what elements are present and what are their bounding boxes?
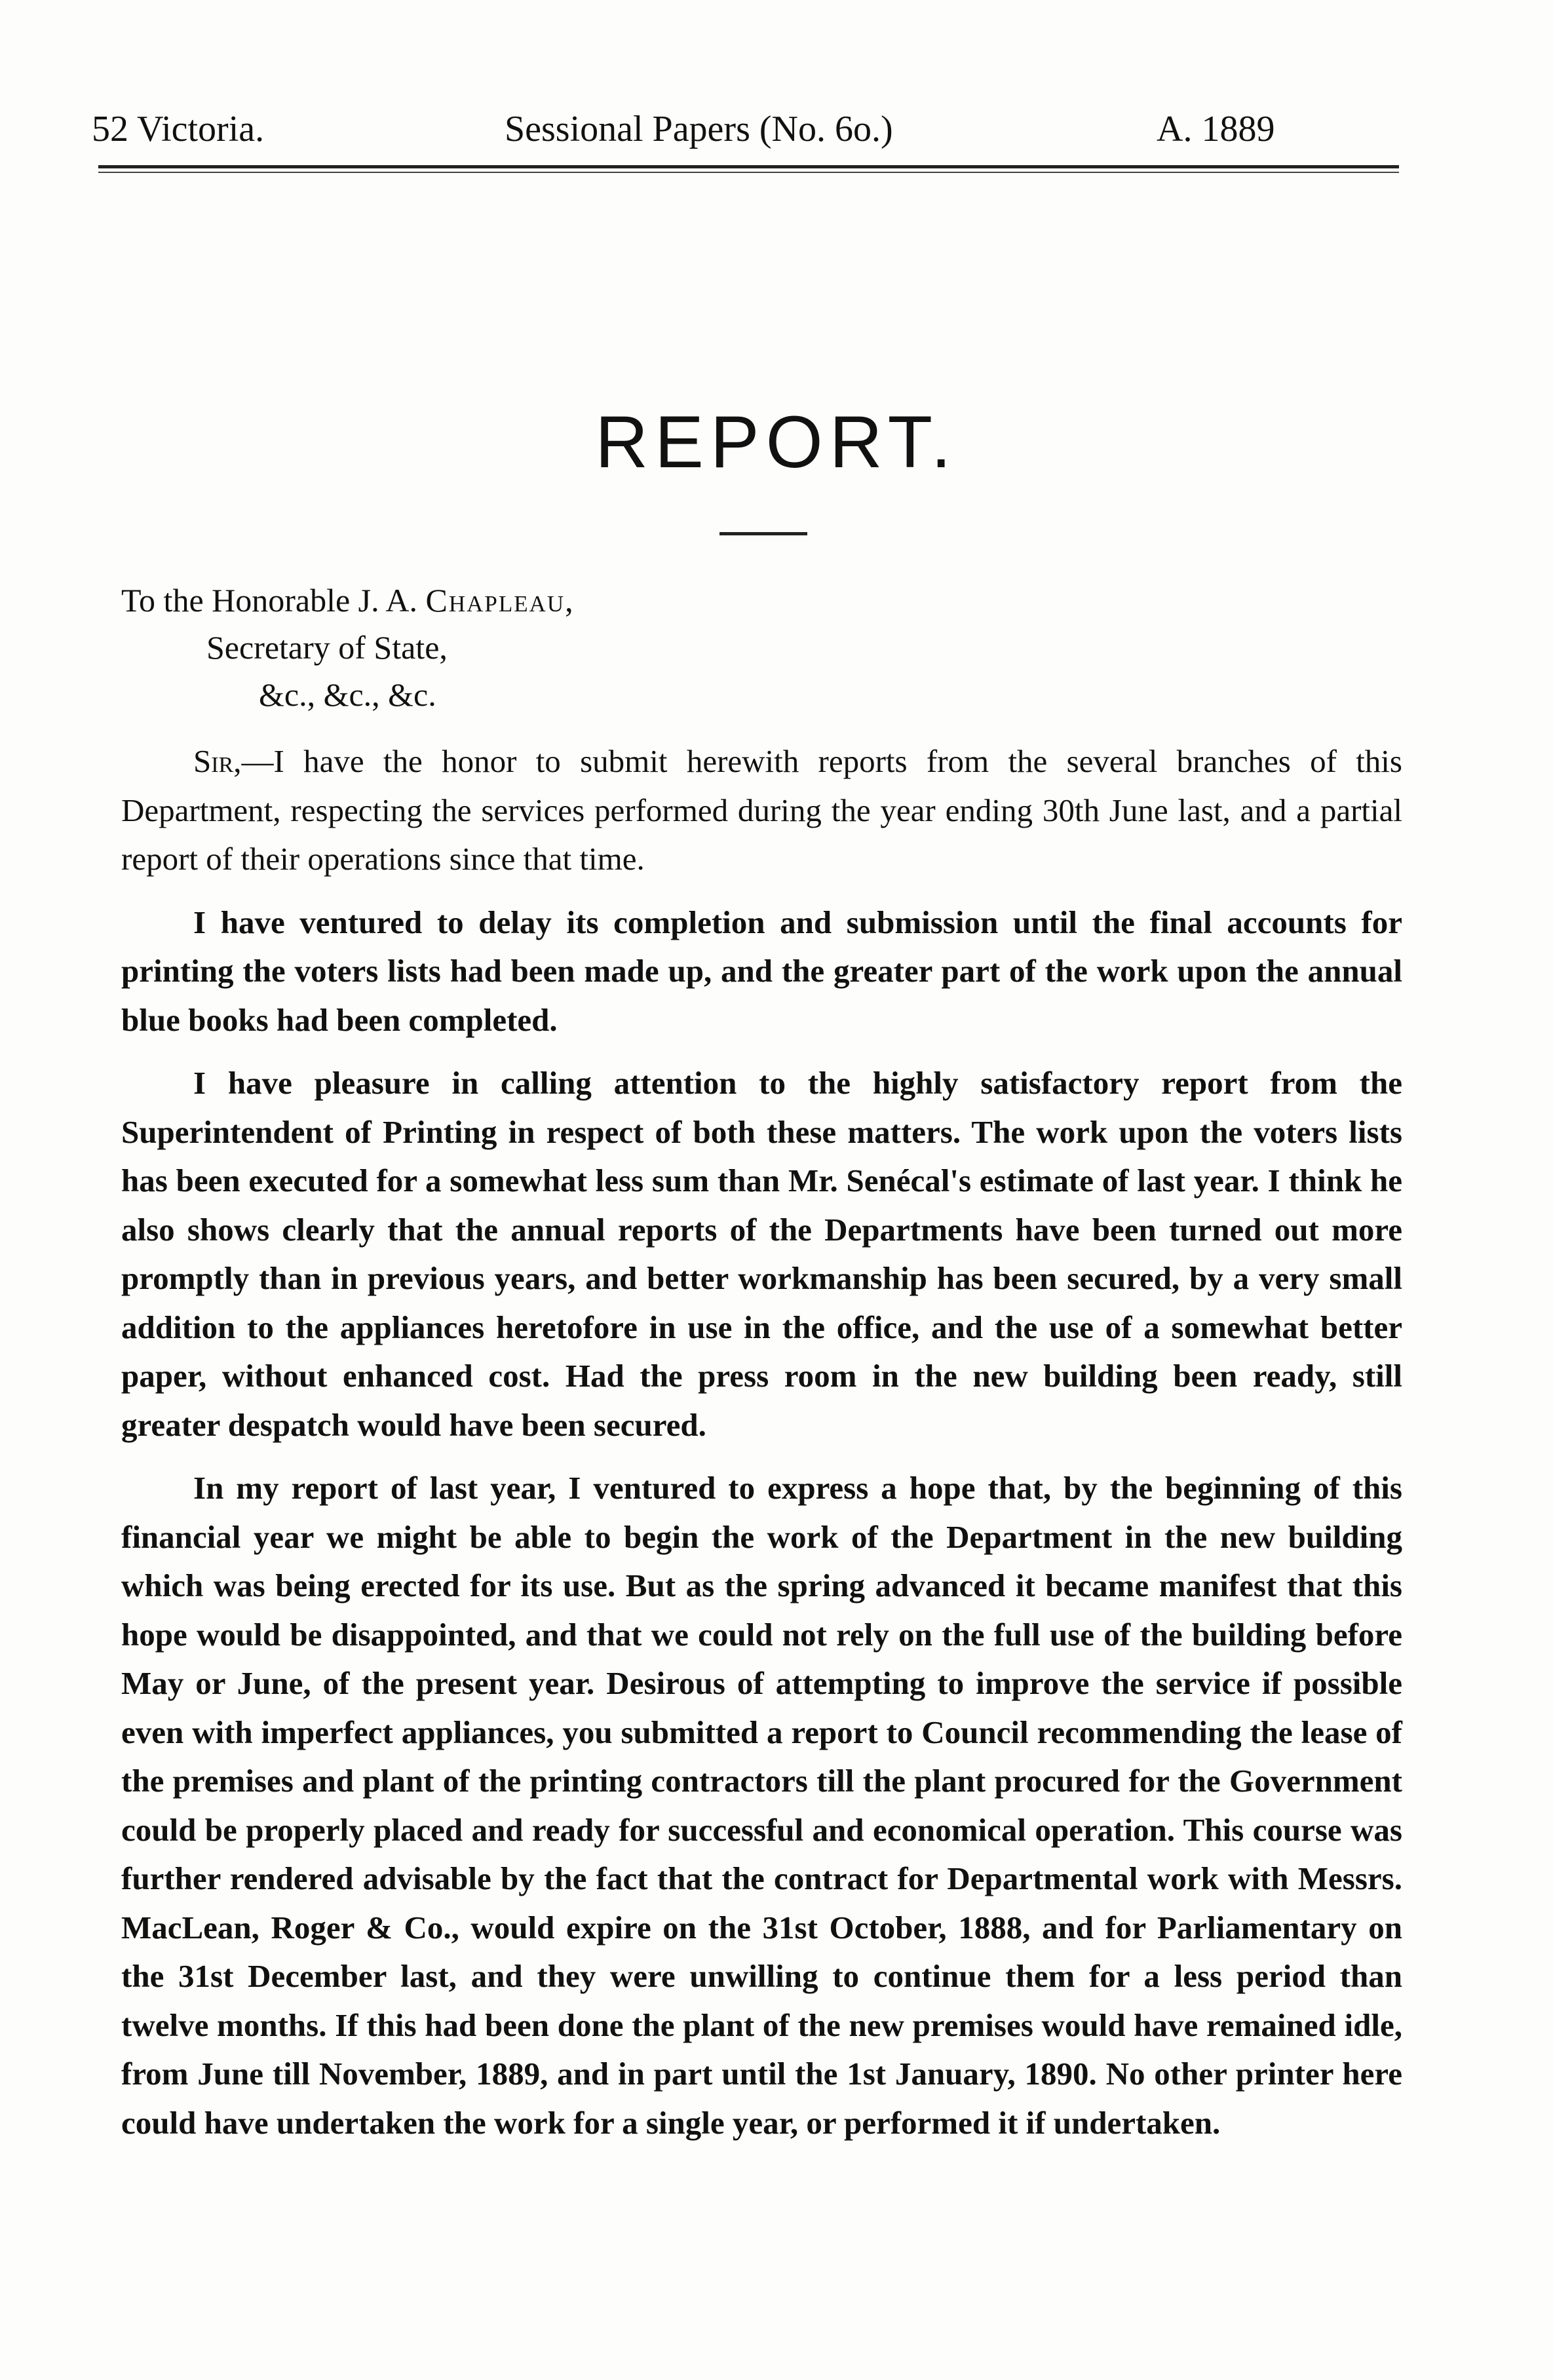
paragraph-4: In my report of last year, I ventured to express a hope that, by the beginning of this financial year we might be able to begin the work of the Department in the new building which was being erected for its use. But as the spring advanced it became manifest that this hope would be disappointed, and that we could not rely on the full use of the building before May or June, of the present year. Desirous of attempting to improve the service if possible even with imperfect appliances, you submitted a report to Council recommending the lease of the premises and plant of the printing contractors till the plant procured for the Government could be properly placed and ready for successful and economical operation. This course was further rendered advisable by the fact that the contract for Departmental work with Messrs. MacLean, Roger & Co., would expire on the 31st October, 1888, and for Parliamentary on the 31st December last, and they were unwilling to continue them for a less period than twelve months. If this had been done the plant of the new premises would have remained idle, from June till November, 1889, and in part until the 1st January, 1890. No other printer here could have undertaken the work for a single year, or performed it if undertaken. [121,1470,1402,2141]
address-line-1 [121,577,575,624]
address-recipient-prefix: To the Honorable J. A. [121,582,426,619]
paragraph-2: I have ventured to delay its completion and submission until the final accounts for printing the voters lists had been made up, and the greater part of the work upon the annual blue books had been completed. [121,904,1402,1038]
address-block [121,577,575,718]
page-title: REPORT. [595,401,958,483]
paragraph-1 [121,737,1402,884]
address-line-2: Secretary of State, [206,629,448,666]
report-body [121,737,1402,2162]
address-line-3: &c., &c., &c. [259,676,436,713]
header-rule [98,165,1399,168]
running-header [92,108,1402,167]
address-recipient-name: Chapleau, [425,582,575,619]
header-volume: 52 Victoria. [92,109,265,149]
paragraph-3: I have pleasure in calling attention to the highly satisfactory report from the Superintendent of Printing in respect of both these matters. The work upon the voters lists has been executed for a somewhat less sum than Mr. Senécal's estimate of last year. I think he also shows clearly that the annual reports of the Departments have been turned out more promptly than in previous years, and better workmanship has been secured, by a very small addition to the appliances heretofore in use in the office, and the use of a somewhat better paper, without enhanced cost. Had the press room in the new building been ready, still greater despatch would have been secured. [121,1065,1402,1443]
header-rule-thin [98,172,1399,173]
title-divider [719,532,807,535]
header-year: A. 1889 [1157,109,1275,149]
header-series: Sessional Papers (No. 6o.) [505,109,893,149]
salutation: Sir, [193,743,242,779]
paragraph-1-text: —I have the honor to submit herewith reports from the several branches of this Department, respecting the services performed during the year ending 30th June last, and a partial report of their operations since that time. [121,743,1402,877]
